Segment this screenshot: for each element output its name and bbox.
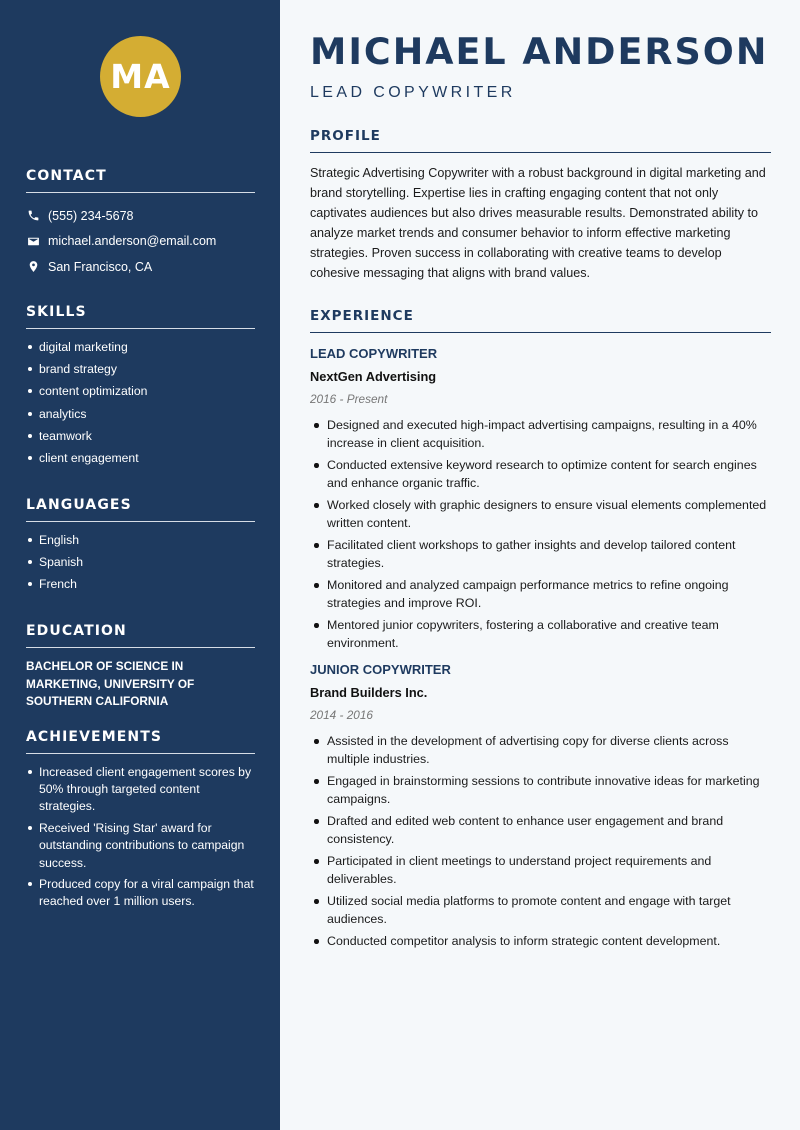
contact-phone xyxy=(26,203,255,229)
job-bullet: Facilitated client workshops to gather insights and develop tailored content strategies. xyxy=(327,536,771,572)
achievement-item: Increased client engagement scores by 50% through targeted content strategies. xyxy=(26,764,255,816)
education-degree: BACHELOR OF SCIENCE IN MARKETING, UNIVERSITY OF SOUTHERN CALIFORNIA xyxy=(26,659,195,708)
location-pin-icon xyxy=(26,260,40,274)
job-bullets xyxy=(310,732,771,950)
job-title: LEAD COPYWRITER xyxy=(310,346,438,361)
profile-section xyxy=(310,128,771,283)
job-company: Brand Builders Inc. xyxy=(310,685,428,700)
job-title: JUNIOR COPYWRITER xyxy=(310,662,451,677)
phone-text: (555) 234-5678 xyxy=(48,208,134,223)
location-text: San Francisco, CA xyxy=(48,259,153,274)
contact-location xyxy=(26,254,255,280)
skill-item: teamwork xyxy=(26,428,255,444)
languages-list xyxy=(26,532,255,592)
languages-section xyxy=(26,497,255,599)
achievement-item: Received 'Rising Star' award for outstanding contributions to campaign success. xyxy=(26,820,255,872)
skill-item: analytics xyxy=(26,406,255,422)
job-entry xyxy=(310,346,771,652)
achievements-heading: ACHIEVEMENTS xyxy=(26,729,255,754)
achievement-item: Produced copy for a viral campaign that reached over 1 million users. xyxy=(26,876,255,910)
job-bullet: Utilized social media platforms to promote content and engage with target audiences. xyxy=(327,892,771,928)
languages-heading: LANGUAGES xyxy=(26,497,255,522)
job-entry xyxy=(310,662,771,950)
job-bullet: Assisted in the development of advertising copy for diverse clients across multiple industries. xyxy=(327,732,771,768)
language-item: French xyxy=(26,576,255,592)
language-item: Spanish xyxy=(26,554,255,570)
job-bullet: Engaged in brainstorming sessions to contribute innovative ideas for marketing campaigns. xyxy=(327,772,771,808)
experience-section xyxy=(310,308,771,954)
achievements-section xyxy=(26,729,255,915)
education-heading: EDUCATION xyxy=(26,623,255,648)
candidate-name: MICHAEL ANDERSON xyxy=(310,30,769,73)
email-text: michael.anderson@email.com xyxy=(48,234,217,249)
skills-list xyxy=(26,339,255,466)
contact-section xyxy=(26,168,255,280)
skill-item: client engagement xyxy=(26,450,255,466)
skill-item: brand strategy xyxy=(26,361,255,377)
skill-item: digital marketing xyxy=(26,339,255,355)
achievements-list xyxy=(26,764,255,911)
candidate-title: LEAD COPYWRITER xyxy=(310,84,516,101)
contact-email xyxy=(26,229,255,255)
job-bullet: Drafted and edited web content to enhance user engagement and brand consistency. xyxy=(327,812,771,848)
email-icon xyxy=(26,234,40,248)
language-item: English xyxy=(26,532,255,548)
education-section xyxy=(26,623,255,711)
skills-heading: SKILLS xyxy=(26,304,255,329)
job-dates: 2016 - Present xyxy=(310,392,388,406)
job-company: NextGen Advertising xyxy=(310,369,437,384)
sidebar xyxy=(0,0,280,1130)
phone-icon xyxy=(26,209,40,223)
job-bullet: Conducted competitor analysis to inform strategic content development. xyxy=(327,932,771,950)
profile-heading: PROFILE xyxy=(310,128,771,153)
profile-text: Strategic Advertising Copywriter with a robust background in digital marketing and brand storytelling. Expertise lies in crafting engaging content that not only captivates audiences but also drives measurable results. Demonstrated ability to analyze market trends and consumer behavior to inform effective marketing strategies. Proven success in collaborating with creative teams to develop cohesive messaging that aligns with brand values. xyxy=(310,166,766,280)
job-bullet: Designed and executed high-impact advertising campaigns, resulting in a 40% increase in client acquisition. xyxy=(327,416,771,452)
job-bullet: Monitored and analyzed campaign performance metrics to refine ongoing strategies and improve ROI. xyxy=(327,576,771,612)
job-bullet: Mentored junior copywriters, fostering a collaborative and creative team environment. xyxy=(327,616,771,652)
skills-section xyxy=(26,304,255,472)
experience-heading: EXPERIENCE xyxy=(310,308,771,333)
contact-heading: CONTACT xyxy=(26,168,255,193)
job-bullet: Worked closely with graphic designers to ensure visual elements complemented written content. xyxy=(327,496,771,532)
job-bullets xyxy=(310,416,771,652)
job-bullet: Conducted extensive keyword research to optimize content for search engines and enhance organic traffic. xyxy=(327,456,771,492)
job-dates: 2014 - 2016 xyxy=(310,708,373,722)
job-bullet: Participated in client meetings to understand project requirements and deliverables. xyxy=(327,852,771,888)
skill-item: content optimization xyxy=(26,383,255,399)
initials-avatar: MA xyxy=(100,36,181,117)
